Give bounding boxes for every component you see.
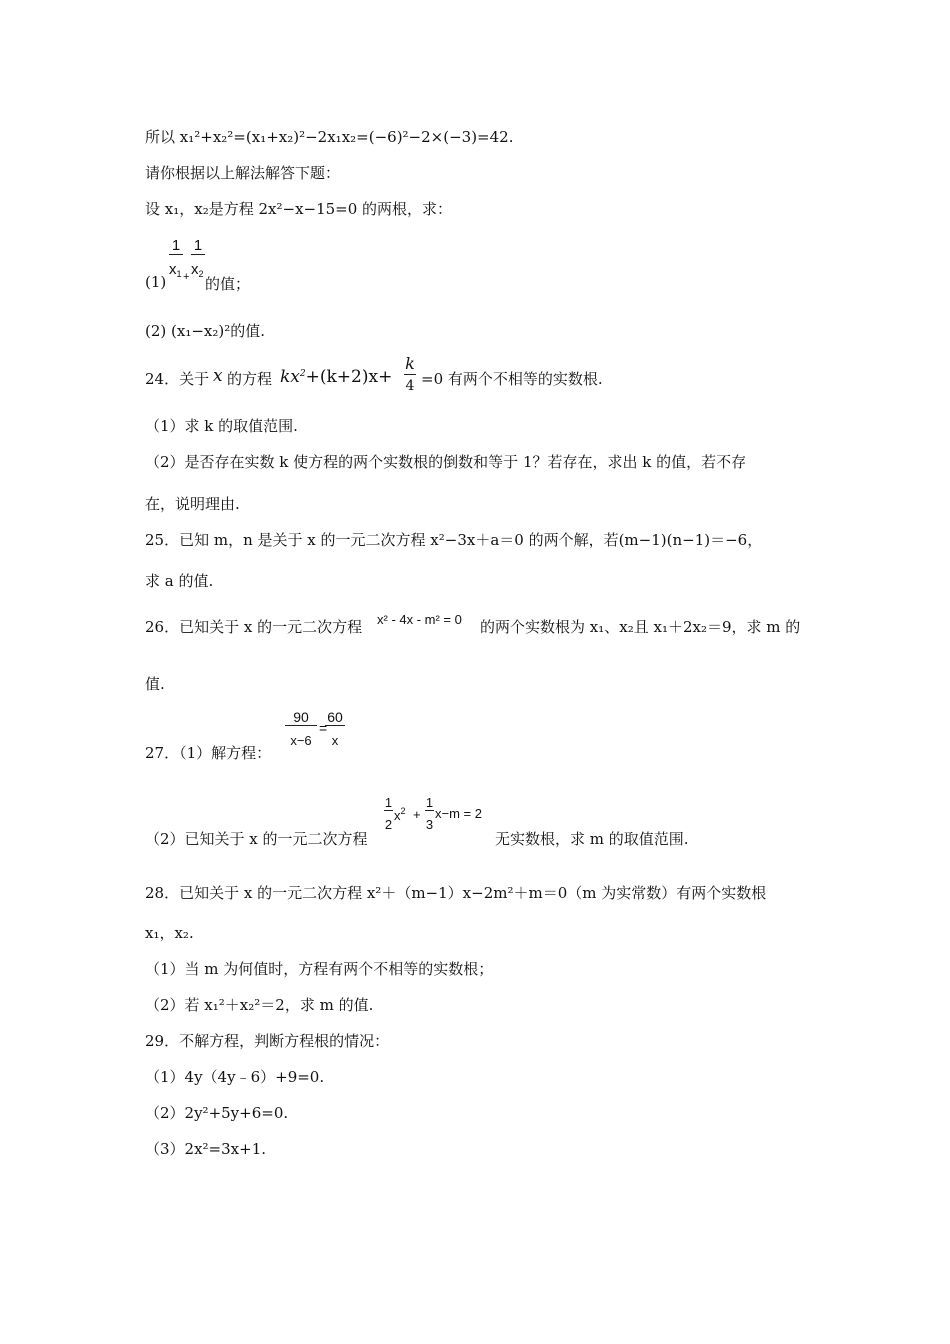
fraction-numerator: 90 (285, 709, 317, 726)
problem-number: 24．关于 (145, 370, 210, 388)
text-line: 设 x₁，x₂是方程 2x²−x−15=0 的两根，求： (145, 200, 453, 218)
fraction-numerator: 1 (425, 795, 434, 810)
variable-x: x (213, 366, 223, 386)
text-line: （1）求 k 的取值范围. (145, 417, 298, 435)
fraction-denominator: 4 (405, 378, 415, 394)
equation: x² - 4x - m² = 0 (377, 612, 462, 627)
fraction-numerator: 60 (325, 709, 345, 726)
text-line: （1）当 m 为何值时，方程有两个不相等的实数根； (145, 960, 494, 978)
question-suffix: 的值； (205, 275, 251, 293)
equals-sign: = (319, 720, 328, 736)
text-line: （2）是否存在实数 k 使方程的两个实数根的倒数和等于 1？若存在，求出 k 的值，若不存 (145, 453, 747, 471)
fraction-denominator: $x_1$ (169, 261, 182, 279)
text-line: 29．不解方程，判断方程根的情况： (145, 1032, 390, 1050)
fraction-numerator: 1 (191, 237, 205, 255)
text-line: （3）2x²=3x+1. (145, 1140, 267, 1158)
fraction-denominator: $x_2$ (191, 261, 204, 279)
text-line: （1）4y（4y﹣6）+9=0. (145, 1068, 325, 1086)
text-line: 值. (145, 675, 165, 693)
text-line: 所以 x₁²+x₂²=(x₁+x₂)²−2x₁x₂=(−6)²−2×(−3)=42. (145, 128, 514, 146)
text-line: (2) (x₁−x₂)²的值. (145, 322, 266, 340)
equation: $kx^2+(k+2)x+$ (280, 367, 393, 387)
fraction-denominator: 3 (425, 817, 434, 832)
fraction-denominator: x−6 (290, 733, 312, 748)
fraction-numerator: 1 (384, 795, 393, 810)
fraction-denominator: x (331, 733, 339, 748)
math-term: x−m = 2 (435, 806, 482, 821)
text-line: 求 a 的值. (145, 572, 214, 590)
question-number: (1) (145, 273, 167, 291)
fraction-numerator: k (405, 354, 415, 373)
text-line: 请你根据以上解法解答下题： (145, 164, 341, 182)
math-term: $x^2$ (394, 806, 406, 823)
plus-sign: + (183, 271, 190, 283)
text-line: 25．已知 m，n 是关于 x 的一元二次方程 x²−3x＋a＝0 的两个解，若(m−1)(n−1)＝−6， (145, 531, 763, 549)
text-fragment: 的两个实数根为 x₁、x₂且 x₁＋2x₂＝9，求 m 的 (480, 618, 801, 636)
text-fragment: 27．（1）解方程： (145, 744, 272, 762)
fraction-numerator: 1 (169, 237, 183, 255)
text-line: 28．已知关于 x 的一元二次方程 x²＋（m−1）x−2m²＋m＝0（m 为实常数）有两个实数根 (145, 884, 767, 902)
fraction-denominator: 2 (384, 817, 393, 832)
plus-sign: + (413, 807, 421, 822)
text-line: x₁，x₂. (145, 924, 194, 942)
text-line: （2）2y²+5y+6=0. (145, 1104, 289, 1122)
text-fragment: （2）已知关于 x 的一元二次方程 (145, 830, 368, 848)
text-fragment: =0 有两个不相等的实数根. (421, 370, 603, 388)
text-line: 在，说明理由. (145, 495, 240, 513)
text-line: （2）若 x₁²＋x₂²＝2，求 m 的值. (145, 996, 374, 1014)
text-fragment: 26．已知关于 x 的一元二次方程 (145, 618, 363, 636)
text-fragment: 的方程 (227, 370, 273, 388)
text-fragment: 无实数根，求 m 的取值范围. (495, 830, 689, 848)
